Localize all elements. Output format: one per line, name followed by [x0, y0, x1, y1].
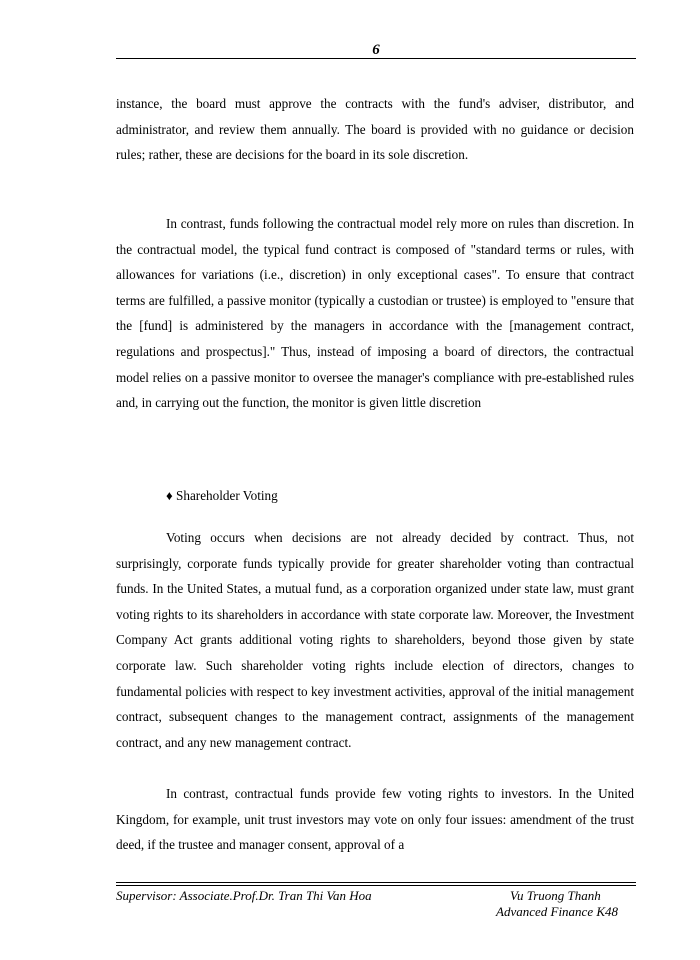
body-paragraph-4: In contrast, contractual funds provide few voting rights to investors. In the United Kingdom, for example, unit trust investors may vote on only four issues: amendment of the trust deed, if the trustee and manager consent, approval of a: [116, 786, 634, 853]
footer-program: Advanced Finance K48: [496, 904, 619, 919]
footer-supervisor: Supervisor: Associate.Prof.Dr. Tran Thi Van Hoa: [116, 888, 372, 903]
page-number: 6: [372, 42, 380, 58]
header-rule: [116, 58, 636, 59]
footer-author-block: [496, 888, 618, 920]
body-paragraph-1: instance, the board must approve the contracts with the fund's adviser, distributor, and administrator, and review them annually. The board is provided with no guidance or decision rules; rather, these are decisions for the board in its sole discretion.: [116, 96, 634, 163]
footer-rule-bottom: [116, 885, 636, 886]
body-paragraph-2: In contrast, funds following the contractual model rely more on rules than discretion. In the contractual model, the typical fund contract is composed of "standard terms or rules, with allowances for variations (i.e., discretion) in only exceptional cases". To ensure that contract terms are fulfilled, a passive monitor (typically a custodian or trustee) is employed to "ensure that the [fund] is administered by the managers in accordance with the [management contract, regulations and prospectus]." Thus, instead of imposing a board of directors, the contractual model relies on a passive monitor to oversee the manager's compliance with pre-established rules and, in carrying out the function, the monitor is given little discretion: [116, 216, 634, 411]
section-heading: ♦ Shareholder Voting: [166, 488, 278, 503]
footer-author: Vu Truong Thanh: [510, 888, 601, 903]
body-paragraph-3: Voting occurs when decisions are not already decided by contract. Thus, not surprisingly, corporate funds typically provide for greater shareholder voting than contractual funds. In the United States, a mutual fund, as a corporation organized under state law, must grant voting rights to its shareholders in accordance with state corporate law. Moreover, the Investment Company Act grants additional voting rights to shareholders, beyond those given by state corporate law. Such shareholder voting rights include election of directors, changes to fundamental policies with respect to key investment activities, approval of the initial management contract, subsequent changes to the management contract, assignments of the management contract, and any new management contract.: [116, 530, 634, 750]
footer-rule-top: [116, 882, 636, 883]
